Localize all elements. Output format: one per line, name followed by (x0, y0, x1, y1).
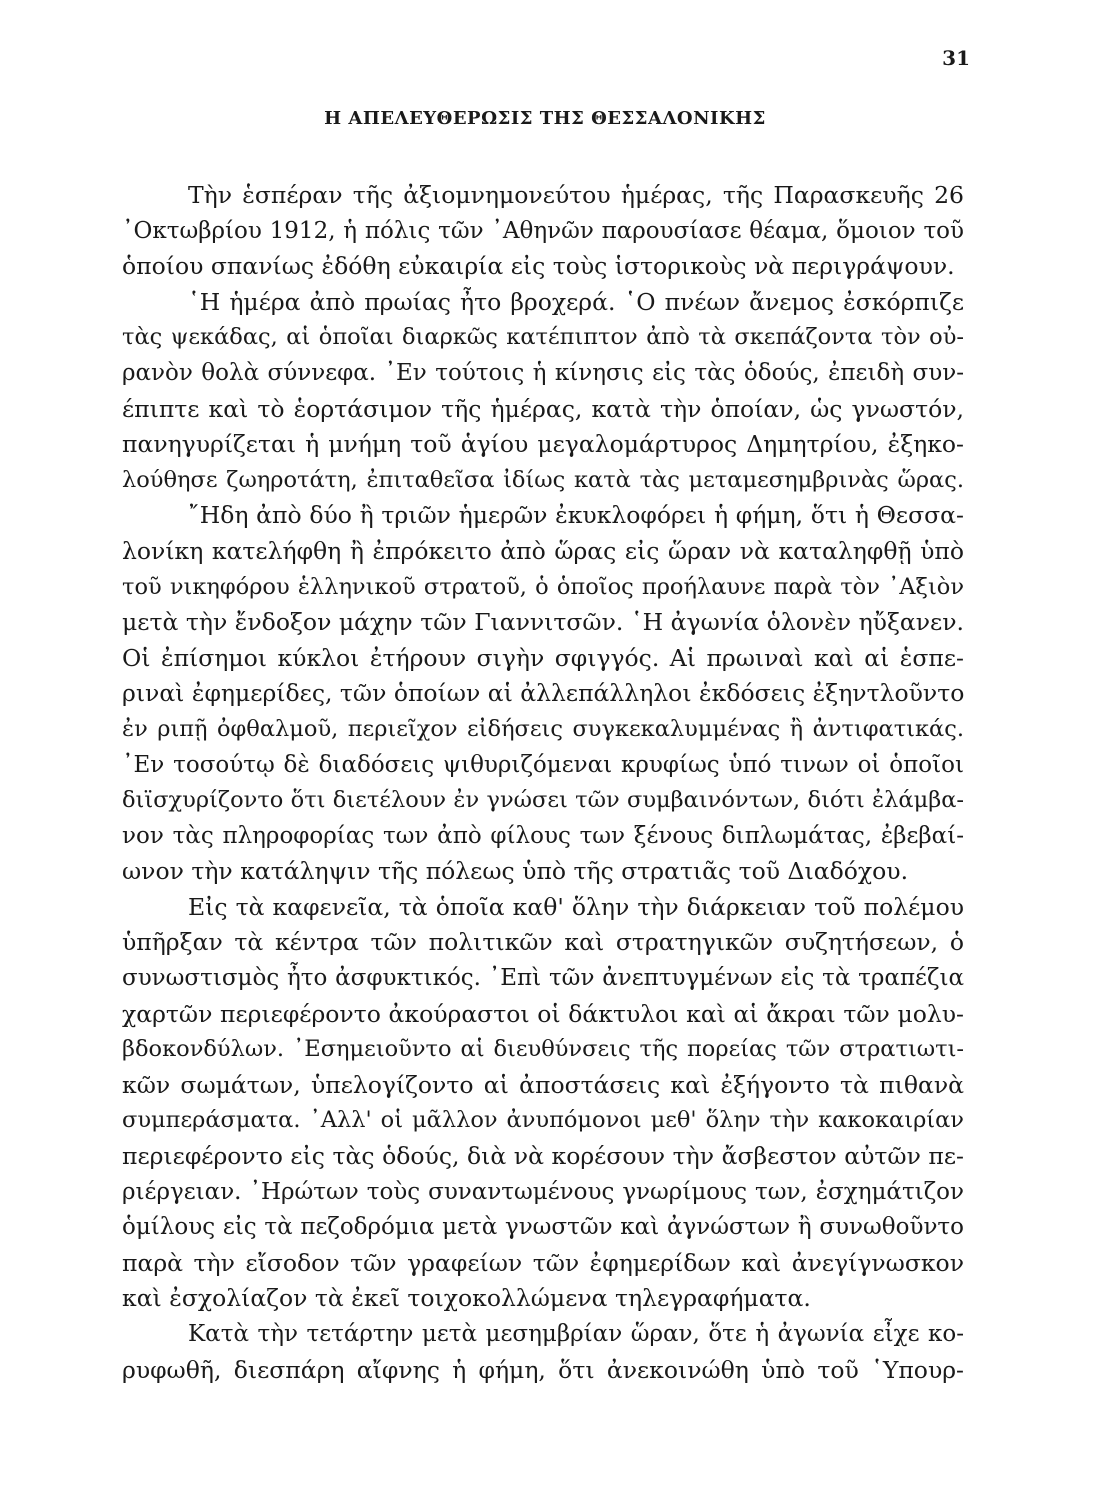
text-line: συμπεράσματα. ᾿Αλλ' οἱ μᾶλλον ἀνυπόμονοι μεθ' ὅλην τὴν κακοκαιρίαν (122, 1107, 964, 1134)
text-line: νον τὰς πληροφορίας των ἀπὸ φίλους των ξένους διπλωμάτας, ἐβεβαί- (122, 822, 964, 849)
text-line: λονίκη κατελήφθη ἢ ἐπρόκειτο ἀπὸ ὥρας εἰς ὥραν νὰ καταληφθῇ ὑπὸ (122, 536, 964, 565)
text-line: τὰς ψεκάδας, αἱ ὁποῖαι διαρκῶς κατέπιπτον ἀπὸ τὰ σκεπάζοντα τὸν οὐ- (122, 324, 964, 351)
text-line: ωνον τὴν κατάληψιν τῆς πόλεως ὑπὸ τῆς στρατιᾶς τοῦ Διαδόχου. (122, 857, 909, 886)
text-line: Εἰς τὰ καφενεῖα, τὰ ὁποῖα καθ' ὅλην τὴν διάρκειαν τοῦ πολέμου (188, 892, 964, 921)
text-line: ῾Η ἡμέρα ἀπὸ πρωίας ἦτο βροχερά. ῾Ο πνέων ἄνεμος ἐσκόρπιζε (188, 287, 964, 316)
text-line: τοῦ νικηφόρου ἑλληνικοῦ στρατοῦ, ὁ ὁποῖος προήλαυνε παρὰ τὸν ᾿Αξιὸν (122, 573, 964, 600)
text-line: περιεφέροντο εἰς τὰς ὁδούς, διὰ νὰ κορέσουν τὴν ἄσβεστον αὐτῶν πε- (122, 1142, 964, 1171)
text-line: ὁμίλους εἰς τὰ πεζοδρόμια μετὰ γνωστῶν καὶ ἀγνώστων ἢ συνωθοῦντο (122, 1214, 964, 1241)
text-line: ᾿Οκτωβρίου 1912, ἡ πόλις τῶν ᾿Αθηνῶν παρουσίασε θέαμα, ὅμοιον τοῦ (122, 217, 964, 244)
text-line: κῶν σωμάτων, ὑπελογίζοντο αἱ ἀποστάσεις καὶ ἐξήγοντο τὰ πιθανὰ (122, 1070, 964, 1099)
text-line: ριναὶ ἐφημερίδες, τῶν ὁποίων αἱ ἀλλεπάλληλοι ἐκδόσεις ἐξηντλοῦντο (122, 679, 964, 708)
text-line: Οἱ ἐπίσημοι κύκλοι ἐτήρουν σιγὴν σφιγγός. Αἱ πρωιναὶ καὶ αἱ ἑσπε- (122, 643, 964, 672)
page-number: 31 (942, 46, 970, 70)
text-line: πανηγυρίζεται ἡ μνήμη τοῦ ἁγίου μεγαλομάρτυρος Δημητρίου, ἐξηκο- (122, 430, 964, 459)
text-line: ὁποίου σπανίως ἐδόθη εὐκαιρία εἰς τοὺς ἱστορικοὺς νὰ περιγράψουν. (122, 252, 955, 281)
text-line: ρανὸν θολὰ σύννεφα. ᾿Εν τούτοις ἡ κίνησις εἰς τὰς ὁδούς, ἐπειδὴ συν- (122, 359, 964, 386)
text-line: μετὰ τὴν ἔνδοξον μάχην τῶν Γιαννιτσῶν. ῾Η ἀγωνία ὁλονὲν ηὔξανεν. (122, 608, 964, 637)
chapter-title: Η ΑΠΕΛΕΥΘΕΡΩΣΙΣ ΤΗΣ ΘΕΣΣΑΛΟΝΙΚΗΣ (324, 108, 766, 129)
body-text (122, 178, 964, 1388)
text-line: διϊσχυρίζοντο ὅτι διετέλουν ἐν γνώσει τῶν συμβαινόντων, διότι ἐλάμβα- (122, 787, 964, 814)
text-line: ἐν ριπῇ ὀφθαλμοῦ, περιεῖχον εἰδήσεις συγκεκαλυμμένας ἢ ἀντιφατικάς. (122, 715, 964, 742)
text-line: συνωστισμὸς ἦτο ἀσφυκτικός. ᾿Επὶ τῶν ἀνεπτυγμένων εἰς τὰ τραπέζια (122, 965, 964, 992)
text-line: έπιπτε καὶ τὸ ἑορτάσιμον τῆς ἡμέρας, κατὰ τὴν ὁποίαν, ὡς γνωστόν, (122, 394, 964, 423)
text-line: βδοκονδύλων. ᾿Εσημειοῦντο αἱ διευθύνσεις τῆς πορείας τῶν στρατιωτι- (122, 1036, 964, 1063)
text-line: χαρτῶν περιεφέροντο ἀκούραστοι οἱ δάκτυλοι καὶ αἱ ἄκραι τῶν μολυ- (122, 999, 964, 1028)
text-line: λούθησε ζωηροτάτη, ἐπιταθεῖσα ἰδίως κατὰ τὰς μεταμεσημβρινὰς ὥρας. (122, 466, 964, 493)
text-line: ᾿Εν τοσούτῳ δὲ διαδόσεις ψιθυριζόμεναι κρυφίως ὑπό τινων οἱ ὁποῖοι (122, 751, 964, 778)
text-line: παρὰ τὴν εἴσοδον τῶν γραφείων τῶν ἐφημερίδων καὶ ἀνεγίγνωσκον (122, 1248, 964, 1277)
text-line: ρυφωθῆ, διεσπάρη αἴφνης ἡ φήμη, ὅτι ἀνεκοινώθη ὑπὸ τοῦ ῾Υπουρ- (122, 1355, 964, 1384)
text-line: καὶ ἐσχολίαζον τὰ ἐκεῖ τοιχοκολλώμενα τηλεγραφήματα. (122, 1284, 811, 1313)
text-line: Κατὰ τὴν τετάρτην μετὰ μεσημβρίαν ὥραν, ὅτε ἡ ἀγωνία εἶχε κο- (188, 1321, 964, 1347)
text-line: ριέργειαν. ᾿Ηρώτων τοὺς συναντωμένους γνωρίμους των, ἐσχημάτιζον (122, 1178, 964, 1205)
text-line: ὑπῆρξαν τὰ κέντρα τῶν πολιτικῶν καὶ στρατηγικῶν συζητήσεων, ὁ (122, 928, 964, 957)
text-line: ῎Ηδη ἀπὸ δύο ἢ τριῶν ἡμερῶν ἐκυκλοφόρει ἡ φήμη, ὅτι ἡ Θεσσα- (188, 501, 964, 530)
text-line: Τὴν ἑσπέραν τῆς ἀξιομνημονεύτου ἡμέρας, τῆς Παρασκευῆς 26 (188, 181, 964, 209)
